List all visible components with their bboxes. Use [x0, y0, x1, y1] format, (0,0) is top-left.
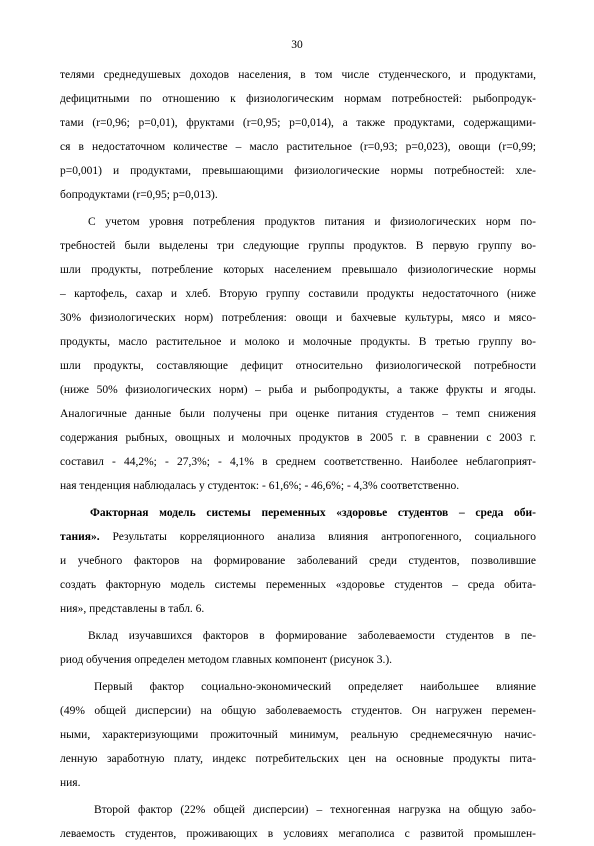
text-line: риод обучения определен методом главных компонент (рисунок 3.). [60, 654, 393, 666]
text-line: создать факторную модель системы переменных «здоровье студентов – среда обита- [60, 579, 536, 591]
text-line: Вклад изучавшихся факторов в формирование заболеваемости студентов в пе- [88, 630, 536, 642]
text-line: составил - 44,2%; - 27,3%; - 4,1% в среднем соответственно. Наиболее неблагоприят- [60, 456, 536, 468]
section-heading-line: Факторная модель системы переменных «здоровье студентов – среда оби- [90, 507, 536, 519]
text-line: – картофель, сахар и хлеб. Вторую группу составили продукты недостаточного (ниже [60, 288, 536, 300]
text-line: шли продукты, потребление которых населением превышало физиологические нормы [60, 264, 536, 276]
text-line: С учетом уровня потребления продуктов питания и физиологических норм по- [88, 216, 536, 228]
text-line: (49% общей дисперсии) на общую заболеваемость студентов. Он нагружен перемен- [60, 705, 536, 717]
text-line: ния», представлены в табл. 6. [60, 603, 205, 615]
text-line: и учебного факторов на формирование заболеваний среди студентов, позволившие [60, 555, 536, 567]
text-line [60, 525, 536, 549]
section-heading-end: тания». [60, 531, 100, 543]
text-line: ся в недостаточном количестве – масло растительное (r=0,93; p=0,023), овощи (r=0,99; [60, 141, 536, 153]
text-line: Второй фактор (22% общей дисперсии) – техногенная нагрузка на общую забо- [94, 804, 536, 816]
text-line: телями среднедушевых доходов населения, в том числе студенческого, и продуктами, [60, 69, 536, 81]
text-line: ленную заработную плату, индекс потребительских цен на основные продукты пита- [60, 753, 536, 765]
text-line: Аналогичные данные были получены при оценке питания студентов – темп снижения [60, 408, 536, 420]
text-line: требностей были выделены три следующие группы продуктов. В первую группу во- [60, 240, 536, 252]
text-line: 30% физиологических норм) потребления: овощи и бахчевые культуры, мясо и мясо- [60, 312, 536, 324]
text-line: шли продукты, составляющие дефицит относительно физиологической потребности [60, 360, 536, 372]
text-line: ния. [60, 777, 81, 789]
text-line: бопродуктами (r=0,95; p=0,013). [60, 189, 218, 201]
page-number: 30 [291, 39, 303, 51]
text-line: содержания рыбных, овощных и молочных продуктов в 2005 г. в сравнении с 2003 г. [60, 432, 536, 444]
text-line: (ниже 50% физиологических норм) – рыба и рыбопродукты, а также фрукты и ягоды. [60, 384, 536, 396]
text-line: продукты, масло растительное и молоко и молочные продукты. В третью группу во- [60, 336, 536, 348]
body-text [60, 63, 536, 846]
text-line: ными, характеризующими прожиточный минимум, реальную среднемесячную начис- [60, 729, 536, 741]
text-line: дефицитными по отношению к физиологическим нормам потребностей: рыбопродук- [60, 93, 536, 105]
text-line: леваемость студентов, проживающих в условиях мегаполиса с развитой промышлен- [60, 828, 536, 840]
text-line: Первый фактор социально-экономический определяет наибольшее влияние [94, 681, 536, 693]
text-line: ная тенденция наблюдалась у студенток: - 61,6%; - 46,6%; - 4,3% соответственно. [60, 480, 460, 492]
text-line: p=0,001) и продуктами, превышающими физиологические нормы потребностей: хле- [60, 165, 536, 177]
text-run: Результаты корреляционного анализа влияния антропогенного, социального [99, 531, 536, 543]
text-line: тами (r=0,96; p=0,01), фруктами (r=0,95; p=0,014), а также продуктами, содержащими- [60, 117, 536, 129]
